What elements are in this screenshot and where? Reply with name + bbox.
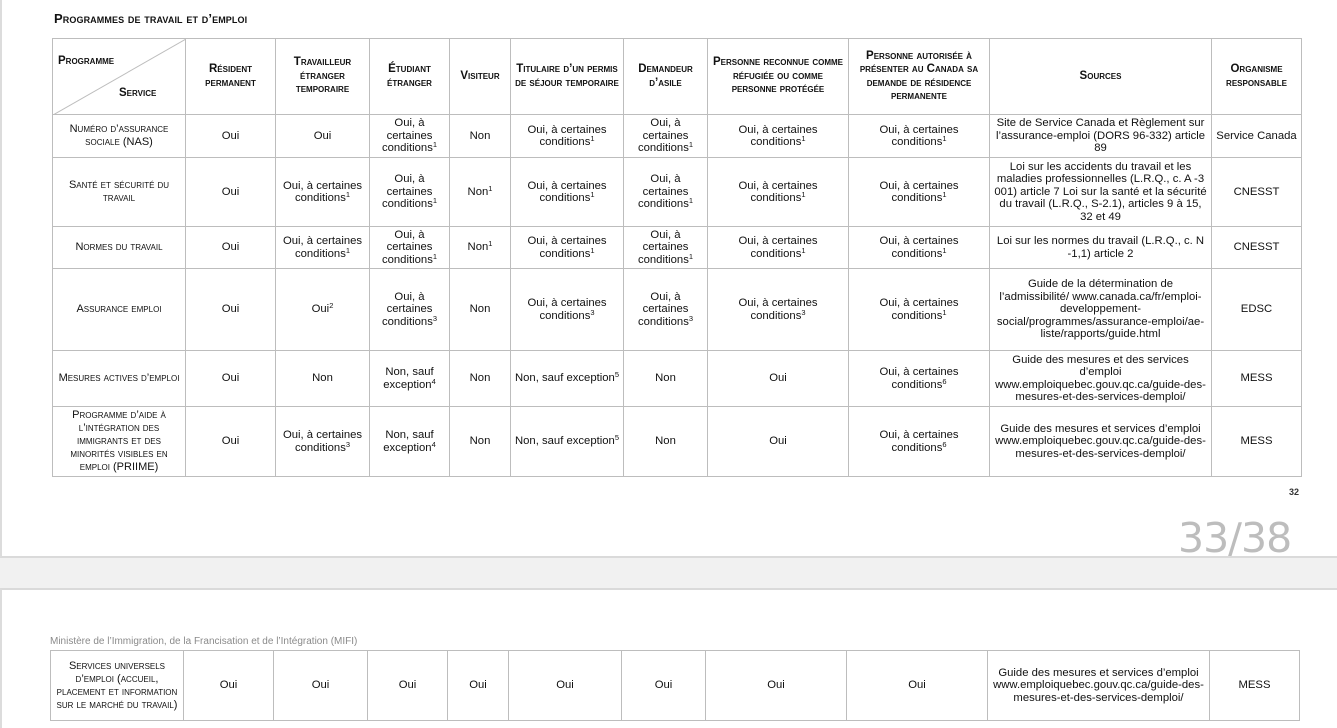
footnote-marker: 4 bbox=[431, 376, 436, 386]
corner-header-service: Service bbox=[119, 87, 157, 99]
table-row bbox=[53, 158, 1302, 227]
table-body-continued bbox=[51, 651, 1300, 721]
footnote-marker: 1 bbox=[942, 307, 947, 317]
footnote-marker: 1 bbox=[345, 245, 351, 255]
eligibility-value: Oui, à certaines conditions bbox=[381, 117, 433, 155]
eligibility-cell bbox=[450, 407, 511, 477]
footnote-marker: 1 bbox=[942, 245, 947, 255]
programs-table-continued bbox=[50, 650, 1300, 721]
footnote-marker: 1 bbox=[942, 190, 947, 199]
eligibility-value: Non bbox=[469, 435, 491, 448]
eligibility-value: Oui, à certaines conditions bbox=[381, 173, 433, 211]
eligibility-value: Non, sauf exception bbox=[383, 366, 434, 391]
eligibility-value: Oui bbox=[219, 679, 238, 692]
table-row bbox=[51, 651, 1300, 721]
sources-cell: Guide de la détermination de l’admissibilité/ www.canada.ca/fr/emploi-developpement-social/programmes/assurance-emploi/ae-liste/rapports/guide.html bbox=[990, 269, 1212, 351]
table-row bbox=[53, 351, 1302, 407]
footnote-marker: 1 bbox=[488, 239, 493, 249]
column-header-sources: Sources bbox=[990, 39, 1212, 115]
eligibility-cell bbox=[622, 651, 706, 721]
sources-cell: Guide des mesures et des services d’emploi www.emploiquebec.gouv.qc.ca/guide-des-mesures-et-des-services-demploi/ bbox=[990, 351, 1212, 407]
eligibility-cell bbox=[450, 227, 511, 269]
footnote-marker: 1 bbox=[688, 140, 694, 150]
eligibility-cell bbox=[849, 115, 990, 158]
eligibility-value: Oui bbox=[311, 679, 330, 692]
eligibility-cell bbox=[847, 651, 988, 721]
eligibility-cell bbox=[624, 227, 708, 269]
organisme-cell: CNESST bbox=[1212, 158, 1302, 227]
footnote-marker: 2 bbox=[329, 301, 334, 311]
eligibility-value: Oui bbox=[556, 679, 574, 692]
eligibility-value: Oui bbox=[469, 679, 487, 692]
eligibility-value: Oui, à certaines conditions bbox=[879, 123, 959, 148]
eligibility-cell bbox=[186, 158, 276, 227]
eligibility-value: Oui, à certaines conditions bbox=[527, 235, 607, 260]
eligibility-cell bbox=[624, 269, 708, 351]
eligibility-value: Oui bbox=[654, 679, 673, 692]
programs-table bbox=[52, 38, 1302, 477]
sources-cell: Site de Service Canada et Règlement sur l’assurance-emploi (DORS 96-332) article 89 bbox=[990, 115, 1212, 158]
footnote-marker: 1 bbox=[590, 245, 595, 255]
eligibility-value: Non bbox=[469, 129, 491, 142]
footnote-marker: 1 bbox=[688, 196, 694, 206]
organisme-cell: Service Canada bbox=[1212, 115, 1302, 158]
sources-cell: Guide des mesures et services d’emploi www.emploiquebec.gouv.qc.ca/guide-des-mesures-et-des-services-demploi/ bbox=[988, 651, 1210, 721]
footnote-marker: 4 bbox=[431, 439, 436, 449]
column-header: Résident permanent bbox=[186, 39, 276, 115]
footnote-marker: 1 bbox=[801, 245, 806, 255]
footnote-marker: 3 bbox=[432, 313, 438, 323]
column-header: Travailleur étranger temporaire bbox=[276, 39, 370, 115]
eligibility-value: Oui, à certaines conditions bbox=[738, 235, 818, 260]
column-header: Titulaire d’un permis de séjour temporaire bbox=[511, 39, 624, 115]
eligibility-value: Oui, à certaines conditions bbox=[381, 290, 433, 328]
eligibility-value: Oui, à certaines conditions bbox=[879, 235, 959, 260]
eligibility-value: Oui, à certaines conditions bbox=[879, 179, 959, 204]
footnote-marker: 1 bbox=[488, 183, 493, 193]
eligibility-value: Oui bbox=[908, 679, 926, 692]
footnote-marker: 5 bbox=[614, 433, 620, 443]
eligibility-cell bbox=[370, 351, 450, 407]
eligibility-value: Oui, à certaines conditions bbox=[637, 173, 689, 211]
table-row bbox=[53, 227, 1302, 269]
footnote-marker: 6 bbox=[942, 439, 947, 449]
service-name-cell: Normes du travail bbox=[53, 227, 186, 269]
eligibility-cell bbox=[624, 115, 708, 158]
eligibility-value: Oui bbox=[769, 372, 787, 385]
eligibility-value: Oui, à certaines conditions bbox=[637, 290, 689, 328]
eligibility-value: Oui, à certaines conditions bbox=[282, 179, 363, 204]
eligibility-cell bbox=[849, 269, 990, 351]
sources-cell: Loi sur les accidents du travail et les maladies professionnelles (L.R.Q., c. A -3 001) article 7 Loi sur la santé et la sécurité du travail (L.R.Q., S-2.1), articles 9 à 15, 32 et 49 bbox=[990, 158, 1212, 227]
eligibility-value: Oui bbox=[221, 303, 240, 316]
service-name-cell: Numéro d’assurance sociale (NAS) bbox=[53, 115, 186, 158]
footnote-marker: 1 bbox=[432, 196, 438, 206]
eligibility-value: Oui, à certaines conditions bbox=[879, 366, 959, 391]
service-name-cell: Mesures actives d’emploi bbox=[53, 351, 186, 407]
organisme-cell: MESS bbox=[1212, 407, 1302, 477]
section-title: Programmes de travail et d’emploi bbox=[54, 11, 248, 26]
eligibility-value: Oui, à certaines conditions bbox=[637, 228, 689, 266]
page-counter: 33/38 bbox=[1178, 514, 1292, 562]
eligibility-cell bbox=[450, 269, 511, 351]
eligibility-cell bbox=[706, 651, 847, 721]
sources-cell: Loi sur les normes du travail (L.R.Q., c. N -1,1) article 2 bbox=[990, 227, 1212, 269]
eligibility-cell bbox=[708, 158, 849, 227]
eligibility-value: Oui bbox=[221, 185, 240, 198]
eligibility-cell bbox=[708, 269, 849, 351]
eligibility-value: Oui, à certaines conditions bbox=[381, 228, 433, 266]
column-header: Visiteur bbox=[450, 39, 511, 115]
eligibility-value: Oui, à certaines conditions bbox=[738, 179, 818, 204]
printed-page-number: 32 bbox=[1289, 487, 1300, 497]
eligibility-cell bbox=[276, 158, 370, 227]
eligibility-value: Non bbox=[469, 303, 491, 316]
eligibility-value: Oui, à certaines conditions bbox=[879, 297, 959, 322]
eligibility-cell bbox=[368, 651, 448, 721]
eligibility-value: Oui bbox=[221, 129, 240, 142]
eligibility-value: Oui, à certaines conditions bbox=[637, 117, 689, 155]
footnote-marker: 3 bbox=[345, 439, 351, 449]
footnote-marker: 1 bbox=[688, 251, 694, 261]
eligibility-cell bbox=[624, 351, 708, 407]
eligibility-cell bbox=[276, 407, 370, 477]
eligibility-cell bbox=[186, 115, 276, 158]
table-row bbox=[53, 269, 1302, 351]
eligibility-cell bbox=[511, 407, 624, 477]
eligibility-value: Non bbox=[469, 372, 491, 385]
eligibility-value: Oui bbox=[313, 129, 332, 142]
eligibility-value: Oui, à certaines conditions bbox=[738, 297, 818, 322]
eligibility-cell bbox=[370, 407, 450, 477]
service-name-cell: Santé et sécurité du travail bbox=[53, 158, 186, 227]
eligibility-value: Oui bbox=[311, 303, 330, 316]
footnote-marker: 1 bbox=[590, 190, 595, 199]
eligibility-value: Oui, à certaines conditions bbox=[738, 123, 818, 148]
eligibility-cell bbox=[370, 158, 450, 227]
eligibility-cell bbox=[450, 115, 511, 158]
eligibility-value: Oui bbox=[398, 679, 417, 692]
eligibility-value: Oui, à certaines conditions bbox=[282, 429, 363, 454]
eligibility-value: Oui bbox=[221, 435, 240, 448]
eligibility-value: Oui, à certaines conditions bbox=[527, 297, 607, 322]
eligibility-value: Oui, à certaines conditions bbox=[879, 429, 959, 454]
column-header: Personne autorisée à présenter au Canada sa demande de résidence permanente bbox=[849, 39, 990, 115]
eligibility-cell bbox=[708, 227, 849, 269]
eligibility-cell bbox=[276, 269, 370, 351]
eligibility-cell bbox=[708, 351, 849, 407]
eligibility-value: Non bbox=[655, 435, 676, 448]
eligibility-cell bbox=[849, 227, 990, 269]
eligibility-cell bbox=[511, 227, 624, 269]
eligibility-cell bbox=[450, 351, 511, 407]
eligibility-cell bbox=[511, 269, 624, 351]
organisme-cell: EDSC bbox=[1212, 269, 1302, 351]
eligibility-cell bbox=[708, 115, 849, 158]
ministry-header: Ministère de l’Immigration, de la Francisation et de l’Intégration (MIFI) bbox=[50, 636, 358, 647]
eligibility-cell bbox=[370, 115, 450, 158]
eligibility-value: Non bbox=[655, 372, 676, 385]
footnote-marker: 1 bbox=[432, 140, 438, 150]
eligibility-cell bbox=[186, 269, 276, 351]
eligibility-value: Oui, à certaines conditions bbox=[282, 235, 363, 260]
eligibility-value: Oui bbox=[221, 372, 240, 385]
column-header: Demandeur d’asile bbox=[624, 39, 708, 115]
eligibility-cell bbox=[849, 351, 990, 407]
eligibility-value: Non bbox=[467, 241, 489, 254]
eligibility-value: Oui bbox=[221, 241, 240, 254]
sources-cell: Guide des mesures et services d’emploi www.emploiquebec.gouv.qc.ca/guide-des-mesures-et-des-services-demploi/ bbox=[990, 407, 1212, 477]
column-header: Personne reconnue comme réfugiée ou comme personne protégée bbox=[708, 39, 849, 115]
footnote-marker: 1 bbox=[432, 251, 438, 261]
eligibility-cell bbox=[708, 407, 849, 477]
eligibility-value: Oui, à certaines conditions bbox=[527, 179, 607, 204]
eligibility-cell bbox=[511, 351, 624, 407]
organisme-cell: CNESST bbox=[1212, 227, 1302, 269]
corner-header bbox=[53, 39, 186, 115]
eligibility-cell bbox=[450, 158, 511, 227]
column-header-organisme: Organisme responsable bbox=[1212, 39, 1302, 115]
eligibility-cell bbox=[370, 269, 450, 351]
eligibility-value: Non bbox=[312, 372, 333, 385]
eligibility-cell bbox=[186, 351, 276, 407]
eligibility-value: Oui bbox=[769, 435, 787, 448]
corner-header-programme: Programme bbox=[58, 55, 115, 67]
eligibility-cell bbox=[370, 227, 450, 269]
organisme-cell: MESS bbox=[1212, 351, 1302, 407]
eligibility-value: Non, sauf exception bbox=[514, 372, 615, 385]
eligibility-value: Oui bbox=[767, 679, 785, 692]
service-name-cell: Assurance emploi bbox=[53, 269, 186, 351]
eligibility-cell bbox=[184, 651, 274, 721]
eligibility-value: Non bbox=[467, 185, 489, 198]
footnote-marker: 1 bbox=[942, 134, 947, 143]
footnote-marker: 3 bbox=[688, 313, 694, 323]
column-header: Étudiant étranger bbox=[370, 39, 450, 115]
eligibility-value: Non, sauf exception bbox=[383, 429, 434, 454]
service-name-cell: Programme d’aide à l’intégration des immigrants et des minorités visibles en emploi (PRIIME) bbox=[53, 407, 186, 477]
eligibility-cell bbox=[274, 651, 368, 721]
table-body bbox=[53, 115, 1302, 477]
footnote-marker: 1 bbox=[801, 190, 806, 199]
eligibility-cell bbox=[624, 407, 708, 477]
service-name-cell: Services universels d’emploi (accueil, placement et information sur le marché du travail) bbox=[51, 651, 184, 721]
footnote-marker: 1 bbox=[345, 190, 351, 199]
footnote-marker: 6 bbox=[942, 376, 947, 386]
eligibility-cell bbox=[276, 351, 370, 407]
eligibility-cell bbox=[849, 407, 990, 477]
footnote-marker: 1 bbox=[590, 134, 595, 143]
eligibility-cell bbox=[511, 115, 624, 158]
table-row bbox=[53, 407, 1302, 477]
eligibility-cell bbox=[511, 158, 624, 227]
eligibility-value: Oui, à certaines conditions bbox=[527, 123, 607, 148]
eligibility-cell bbox=[276, 227, 370, 269]
diagonal-divider bbox=[53, 39, 186, 115]
footnote-marker: 3 bbox=[590, 307, 595, 317]
eligibility-cell bbox=[849, 158, 990, 227]
footnote-marker: 5 bbox=[614, 370, 620, 380]
organisme-cell: MESS bbox=[1210, 651, 1300, 721]
footnote-marker: 1 bbox=[801, 134, 806, 143]
eligibility-cell bbox=[624, 158, 708, 227]
footnote-marker: 3 bbox=[801, 307, 806, 317]
eligibility-cell bbox=[276, 115, 370, 158]
table-header-row bbox=[53, 39, 1302, 115]
table-row bbox=[53, 115, 1302, 158]
eligibility-value: Non, sauf exception bbox=[514, 435, 615, 448]
eligibility-cell bbox=[509, 651, 622, 721]
eligibility-cell bbox=[186, 407, 276, 477]
eligibility-cell bbox=[448, 651, 509, 721]
eligibility-cell bbox=[186, 227, 276, 269]
